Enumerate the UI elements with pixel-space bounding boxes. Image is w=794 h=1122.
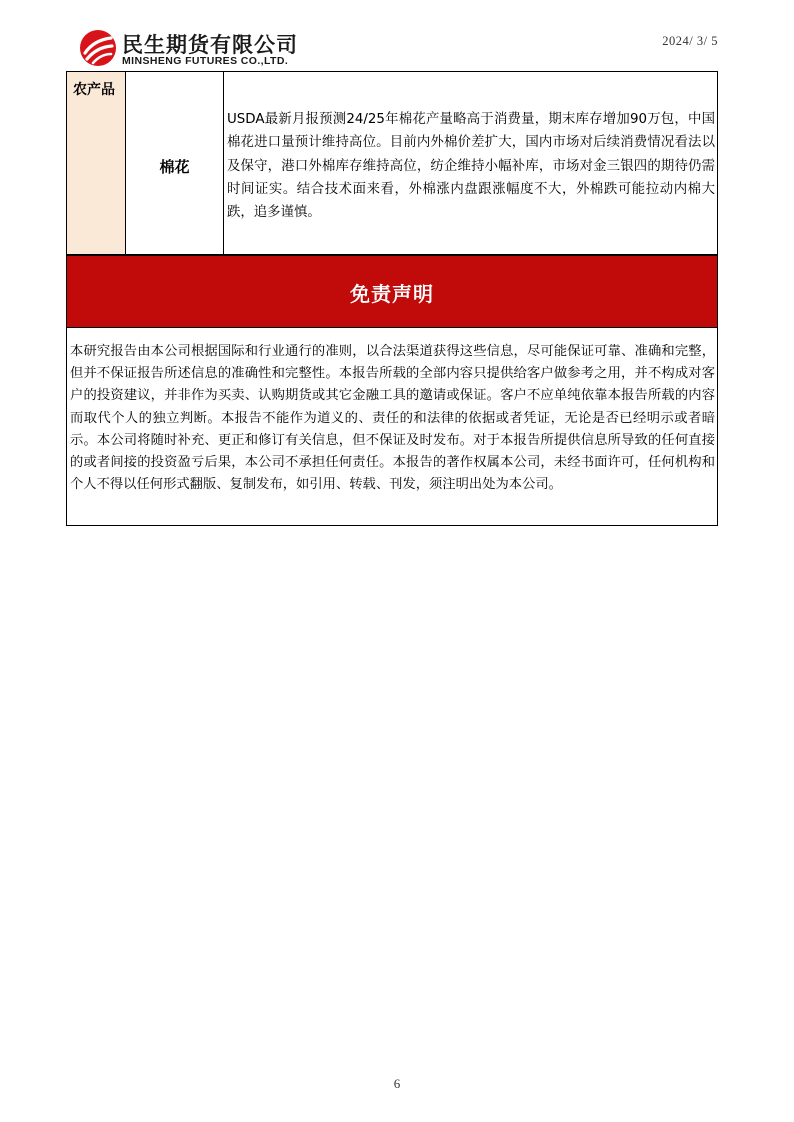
disclaimer-title: 免责声明: [350, 282, 434, 306]
product-cell: [126, 72, 224, 254]
commodity-table: [66, 71, 718, 254]
page-header: [0, 0, 794, 72]
company-name-en: MINSHENG FUTURES CO.,LTD.: [122, 55, 289, 67]
disclaimer-text: 本研究报告由本公司根据国际和行业通行的准则，以合法渠道获得这些信息，尽可能保证可靠、准确和完整，但并不保证报告所述信息的准确性和完整性。本报告所载的全部内容只提供给客户做参考之用，并不构成对客户的投资建议，并非作为买卖、认购期货或其它金融工具的邀请或保证。客户不应单纯依靠本报告所载的内容而取代个人的独立判断。本报告不能作为道义的、责任的和法律的依据或者凭证，无论是否已经明示或者暗示。本公司将随时补充、更正和修订有关信息，但不保证及时发布。对于本报告所提供信息所导致的任何直接的或者间接的投资盈亏后果，本公司不承担任何责任。本报告的著作权属本公司，未经书面许可，任何机构和个人不得以任何形式翻版、复制发布，如引用、转载、刊发，须注明出处为本公司。: [70, 344, 715, 493]
company-logo: [78, 28, 318, 72]
product-label: 棉花: [159, 158, 190, 176]
category-label: 农产品: [73, 82, 115, 98]
minsheng-logo-icon: [78, 28, 118, 68]
report-date: 2024/ 3/ 5: [662, 34, 718, 48]
market-comment: USDA最新月报预测24/25年棉花产量略高于消费量，期末库存增加90万包，中国棉花进口量预计维持高位。目前内外棉价差扩大，国内市场对后续消费情况看法以及保守，港口外棉库存维持高位，纺企维持小幅补库，市场对金三银四的期待仍需时间证实。结合技术面来看，外棉涨内盘跟涨幅度不大，外棉跌可能拉动内棉大跌，追多谨慎。: [227, 112, 715, 221]
page-number: 6: [393, 1076, 401, 1091]
company-name-cn: 民生期货有限公司: [122, 33, 298, 57]
disclaimer-header: [66, 254, 718, 328]
category-cell: [67, 72, 126, 254]
disclaimer-box: [66, 328, 718, 526]
